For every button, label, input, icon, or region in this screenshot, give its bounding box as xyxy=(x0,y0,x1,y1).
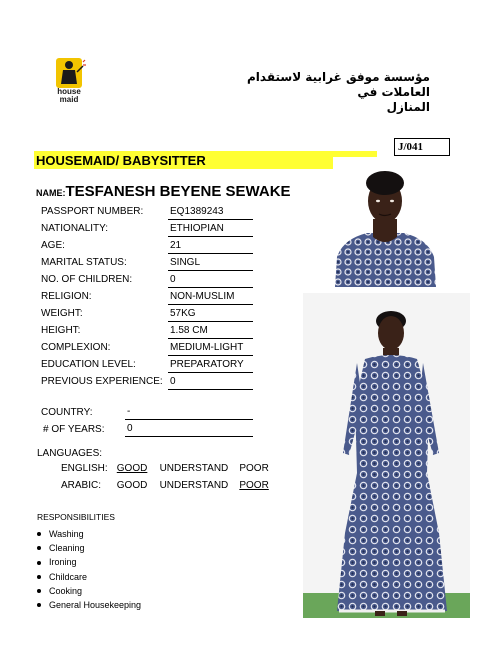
field-label-height: HEIGHT: xyxy=(41,325,81,336)
bullet-icon xyxy=(37,575,41,579)
responsibility-text: Ironing xyxy=(49,557,77,568)
list-item xyxy=(37,527,141,541)
reference-number: J/041 xyxy=(394,138,450,156)
field-value-marital-status: SINGL xyxy=(168,257,253,271)
bullet-icon xyxy=(37,589,41,593)
responsibilities-list xyxy=(37,527,141,612)
name-label: NAME: xyxy=(36,188,66,198)
language-row-arabic xyxy=(61,480,269,491)
field-label-complexion: COMPLEXION: xyxy=(41,342,111,353)
field-label-education: EDUCATION LEVEL: xyxy=(41,359,136,370)
level-poor: POOR xyxy=(239,463,269,474)
field-value-age: 21 xyxy=(168,240,253,254)
list-item xyxy=(37,555,141,569)
arabic-title-line1: مؤسسة موفق غرابية لاستقدام العاملات في xyxy=(247,70,430,99)
field-label-religion: RELIGION: xyxy=(41,291,92,302)
field-value-nationality: ETHIOPIAN xyxy=(168,223,253,237)
field-value-religion: NON-MUSLIM xyxy=(168,291,253,305)
job-title-banner: HOUSEMAID/ BABYSITTER xyxy=(34,151,377,169)
company-title-arabic xyxy=(205,70,430,115)
list-item xyxy=(37,541,141,555)
field-label-experience: PREVIOUS EXPERIENCE: xyxy=(41,376,163,387)
field-value-height: 1.58 CM xyxy=(168,325,253,339)
logo-text-top: house xyxy=(57,87,81,96)
field-value-passport: EQ1389243 xyxy=(168,206,253,220)
bullet-icon xyxy=(37,603,41,607)
responsibility-text: General Housekeeping xyxy=(49,599,142,610)
level-poor-selected: POOR xyxy=(239,480,269,491)
responsibility-text: Washing xyxy=(49,529,84,539)
arabic-title-line2: المنازل xyxy=(386,100,430,114)
level-understand: UNDERSTAND xyxy=(159,480,229,491)
responsibility-text: Childcare xyxy=(49,571,88,582)
bullet-icon xyxy=(37,561,41,565)
level-understand: UNDERSTAND xyxy=(159,463,229,474)
field-label-nationality: NATIONALITY: xyxy=(41,223,109,234)
years-value: 0 xyxy=(125,423,253,437)
list-item xyxy=(37,584,141,598)
responsibility-text: Cleaning xyxy=(49,543,85,554)
company-logo xyxy=(52,56,88,104)
list-item xyxy=(37,598,141,612)
language-row-english xyxy=(61,463,269,474)
full-length-photo xyxy=(303,293,470,618)
field-value-education: PREPARATORY xyxy=(168,359,253,373)
languages-header: LANGUAGES: xyxy=(37,448,103,459)
candidate-name-row xyxy=(36,183,291,201)
responsibility-text: Cooking xyxy=(49,585,83,596)
field-value-complexion: MEDIUM-LIGHT xyxy=(168,342,253,356)
field-value-experience: 0 xyxy=(168,376,253,390)
bullet-icon xyxy=(37,546,41,550)
field-label-age: AGE: xyxy=(41,240,65,251)
bullet-icon xyxy=(37,532,41,536)
field-label-weight: WEIGHT: xyxy=(41,308,83,319)
country-label: COUNTRY: xyxy=(41,407,93,418)
field-label-marital-status: MARITAL STATUS: xyxy=(41,257,127,268)
candidate-name: TESFANESH BEYENE SEWAKE xyxy=(65,183,291,200)
level-good-selected: GOOD xyxy=(116,463,148,474)
field-value-children: 0 xyxy=(168,274,253,288)
level-good: GOOD xyxy=(116,480,148,491)
portrait-photo xyxy=(333,157,438,287)
list-item xyxy=(37,570,141,584)
field-label-children: NO. OF CHILDREN: xyxy=(41,274,133,285)
language-name: ARABIC: xyxy=(61,480,102,491)
logo-text-bottom: maid xyxy=(59,95,79,104)
field-label-passport: PASSPORT NUMBER: xyxy=(41,206,144,217)
country-value: - xyxy=(125,406,253,420)
responsibilities-header: RESPONSIBILITIES xyxy=(37,512,115,522)
years-label: # OF YEARS: xyxy=(43,424,105,435)
language-name: ENGLISH: xyxy=(61,463,108,474)
field-value-weight: 57KG xyxy=(168,308,253,322)
